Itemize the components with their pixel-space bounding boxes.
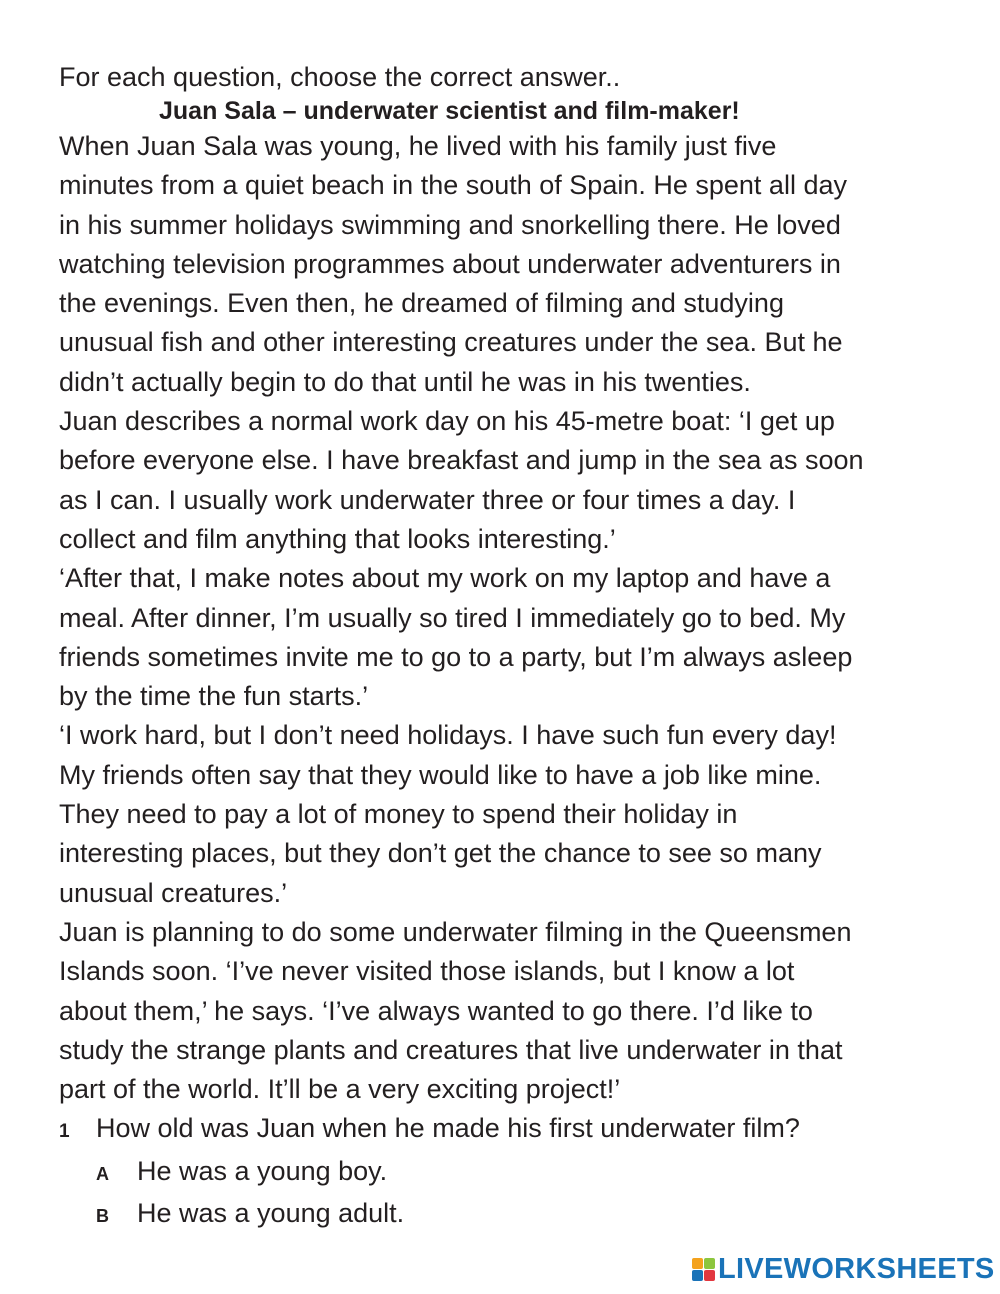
- text-line: meal. After dinner, I’m usually so tired I immediately go to bed. My: [59, 602, 846, 633]
- article-title: Juan Sala – underwater scientist and film-maker!: [159, 97, 740, 125]
- text-line: Juan describes a normal work day on his 45-metre boat: ‘I get up: [59, 406, 835, 437]
- text-line: friends sometimes invite me to go to a party, but I’m always asleep: [59, 641, 853, 672]
- text-line: ‘After that, I make notes about my work on my laptop and have a: [59, 563, 831, 594]
- text-line: by the time the fun starts.’: [59, 681, 369, 712]
- text-line: unusual creatures.’: [59, 877, 288, 908]
- option-letter: A: [96, 1163, 109, 1184]
- question-number: 1: [59, 1121, 70, 1143]
- logo-text: LIVEWORKSHEETS: [718, 1252, 995, 1285]
- paragraph-4: [59, 716, 959, 912]
- logo-mark-icon: [692, 1258, 715, 1281]
- question-1: [59, 1109, 959, 1236]
- text-line: Islands soon. ‘I’ve never visited those islands, but I know a lot: [59, 956, 795, 987]
- text-line: ‘I work hard, but I don’t need holidays. I have such fun every day!: [59, 720, 837, 751]
- paragraph-5: [59, 913, 959, 1109]
- option-letter: B: [96, 1206, 109, 1227]
- text-line: They need to pay a lot of money to spend their holiday in: [59, 799, 738, 830]
- text-line: minutes from a quiet beach in the south of Spain. He spent all day: [59, 170, 847, 201]
- answer-option-a[interactable]: [59, 1152, 959, 1194]
- option-text: He was a young boy.: [137, 1155, 388, 1186]
- text-line: Juan is planning to do some underwater filming in the Queensmen: [59, 916, 852, 947]
- text-line: interesting places, but they don’t get the chance to see so many: [59, 838, 822, 869]
- paragraph-1: [59, 127, 959, 402]
- paragraph-3: [59, 559, 959, 716]
- option-text: He was a young adult.: [137, 1198, 405, 1229]
- instruction-text: For each question, choose the correct answer..: [59, 62, 621, 92]
- text-line: My friends often say that they would like to have a job like mine.: [59, 759, 822, 790]
- worksheet-page: [59, 60, 959, 1236]
- text-line: collect and film anything that looks interesting.’: [59, 523, 616, 554]
- text-line: before everyone else. I have breakfast and jump in the sea as soon: [59, 445, 864, 476]
- question-text: How old was Juan when he made his first underwater film?: [96, 1113, 800, 1144]
- text-line: part of the world. It’ll be a very exciting project!’: [59, 1074, 621, 1105]
- answer-option-b[interactable]: [59, 1194, 959, 1236]
- liveworksheets-logo: [692, 1253, 995, 1285]
- text-line: as I can. I usually work underwater three or four times a day. I: [59, 484, 796, 515]
- text-line: unusual fish and other interesting creatures under the sea. But he: [59, 327, 843, 358]
- article-body: [59, 127, 959, 1109]
- text-line: the evenings. Even then, he dreamed of filming and studying: [59, 288, 784, 319]
- text-line: watching television programmes about underwater adventurers in: [59, 248, 841, 279]
- text-line: didn’t actually begin to do that until he was in his twenties.: [59, 366, 751, 397]
- text-line: study the strange plants and creatures that live underwater in that: [59, 1034, 843, 1065]
- paragraph-2: [59, 402, 959, 559]
- text-line: about them,’ he says. ‘I’ve always wanted to go there. I’d like to: [59, 995, 813, 1026]
- text-line: When Juan Sala was young, he lived with his family just five: [59, 131, 777, 161]
- text-line: in his summer holidays swimming and snorkelling there. He loved: [59, 209, 841, 240]
- question-text-row: [59, 1109, 959, 1151]
